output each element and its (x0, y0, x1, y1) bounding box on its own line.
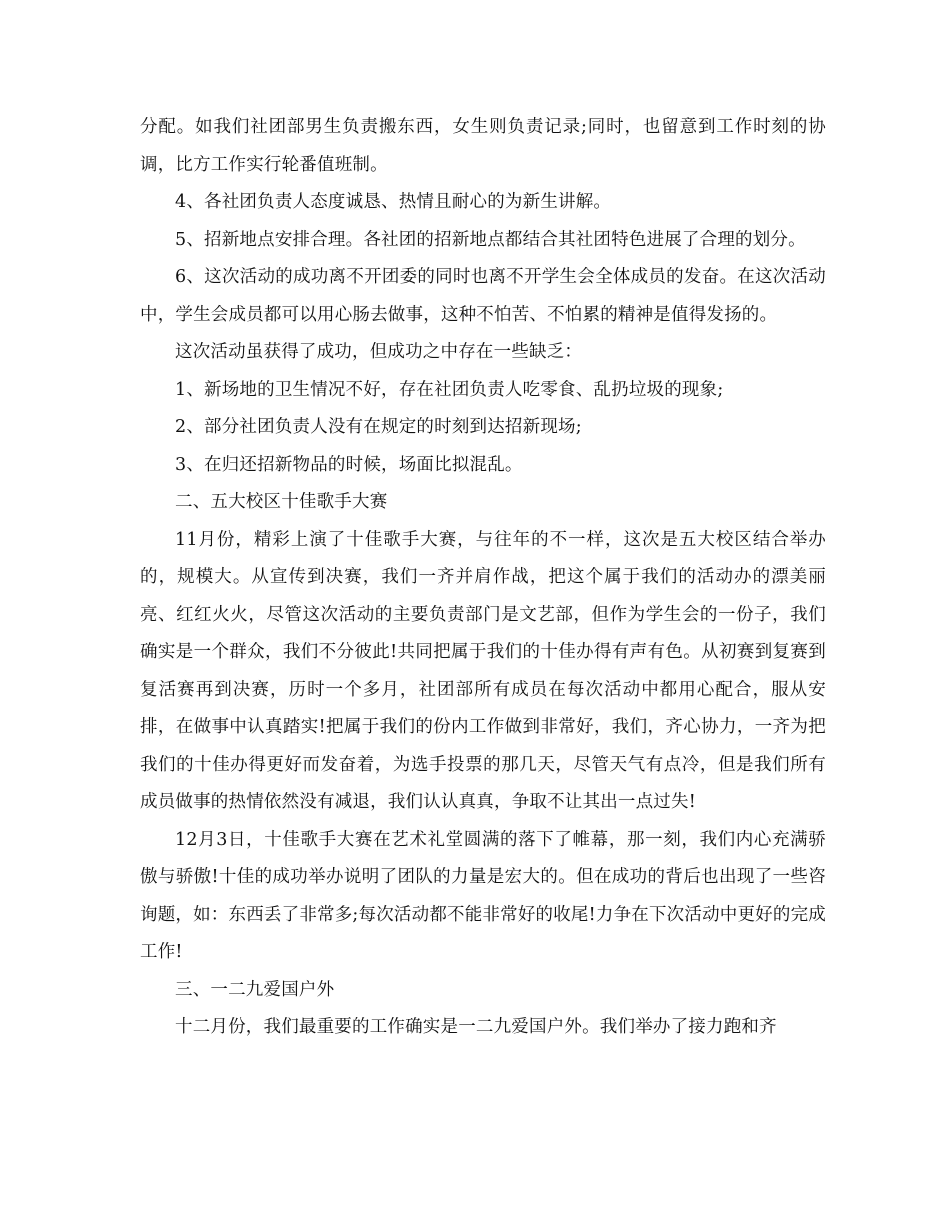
section-heading-3: 三、一二九爱国户外 (175, 979, 335, 1000)
paragraph-6: 1、新场地的卫生情况不好，存在社团负责人吃零食、乱扔垃圾的现象; (175, 379, 724, 400)
paragraph-4: 6、这次活动的成功离不开团委的同时也离不开学生会全体成员的发奋。在这次活动中，学生会成员都可以用心肠去做事，这种不怕苦、不怕累的精神是值得发扬的。 (140, 267, 826, 325)
paragraph-1: 分配。如我们社团部男生负责搬东西，女生则负责记录;同时，也留意到工作时刻的协调，比方工作实行轮番值班制。 (140, 117, 826, 175)
section-heading-2: 二、五大校区十佳歌手大赛 (175, 492, 388, 512)
paragraph-10: 11月份，精彩上演了十佳歌手大赛，与往年的不一样，这次是五大校区结合举办的，规模大。从宣传到决赛，我们一齐并肩作战，把这个属于我们的活动办的漂美丽亮、红红火火，尽管这次活动的主要负责部门是文艺部，但作为学生会的一份子，我们确实是一个群众，我们不分彼此!共同把属于我们的十佳办得有声有色。从初赛到复赛到复活赛再到决赛，历时一个多月，社团部所有成员在每次活动中都用心配合，服从安排，在做事中认真踏实!把属于我们的份内工作做到非常好，我们，齐心协力，一齐为把我们的十佳办得更好而发奋着，为选手投票的那几天，尽管天气有点冷，但是我们所有成员做事的热情依然没有减退，我们认认真真，争取不让其出一点过失! (140, 529, 826, 812)
document-body (140, 109, 826, 1047)
paragraph-5: 这次活动虽获得了成功，但成功之中存在一些缺乏： (175, 342, 583, 362)
paragraph-11: 12月3日，十佳歌手大赛在艺术礼堂圆满的落下了帷幕，那一刻，我们内心充满骄傲与骄傲!十佳的成功举办说明了团队的力量是宏大的。但在成功的背后也出现了一些咨询题，如：东西丢了非常多;每次活动都不能非常好的收尾!力争在下次活动中更好的完成工作! (140, 829, 826, 962)
paragraph-3: 5、招新地点安排合理。各社团的招新地点都结合其社团特色进展了合理的划分。 (175, 229, 806, 250)
paragraph-8: 3、在归还招新物品的时候，场面比拟混乱。 (175, 454, 523, 475)
paragraph-2: 4、各社团负责人态度诚恳、热情且耐心的为新生讲解。 (175, 192, 612, 212)
paragraph-7: 2、部分社团负责人没有在规定的时刻到达招新现场; (175, 417, 582, 437)
paragraph-13: 十二月份，我们最重要的工作确实是一二九爱国户外。我们举办了接力跑和齐 (175, 1017, 777, 1037)
